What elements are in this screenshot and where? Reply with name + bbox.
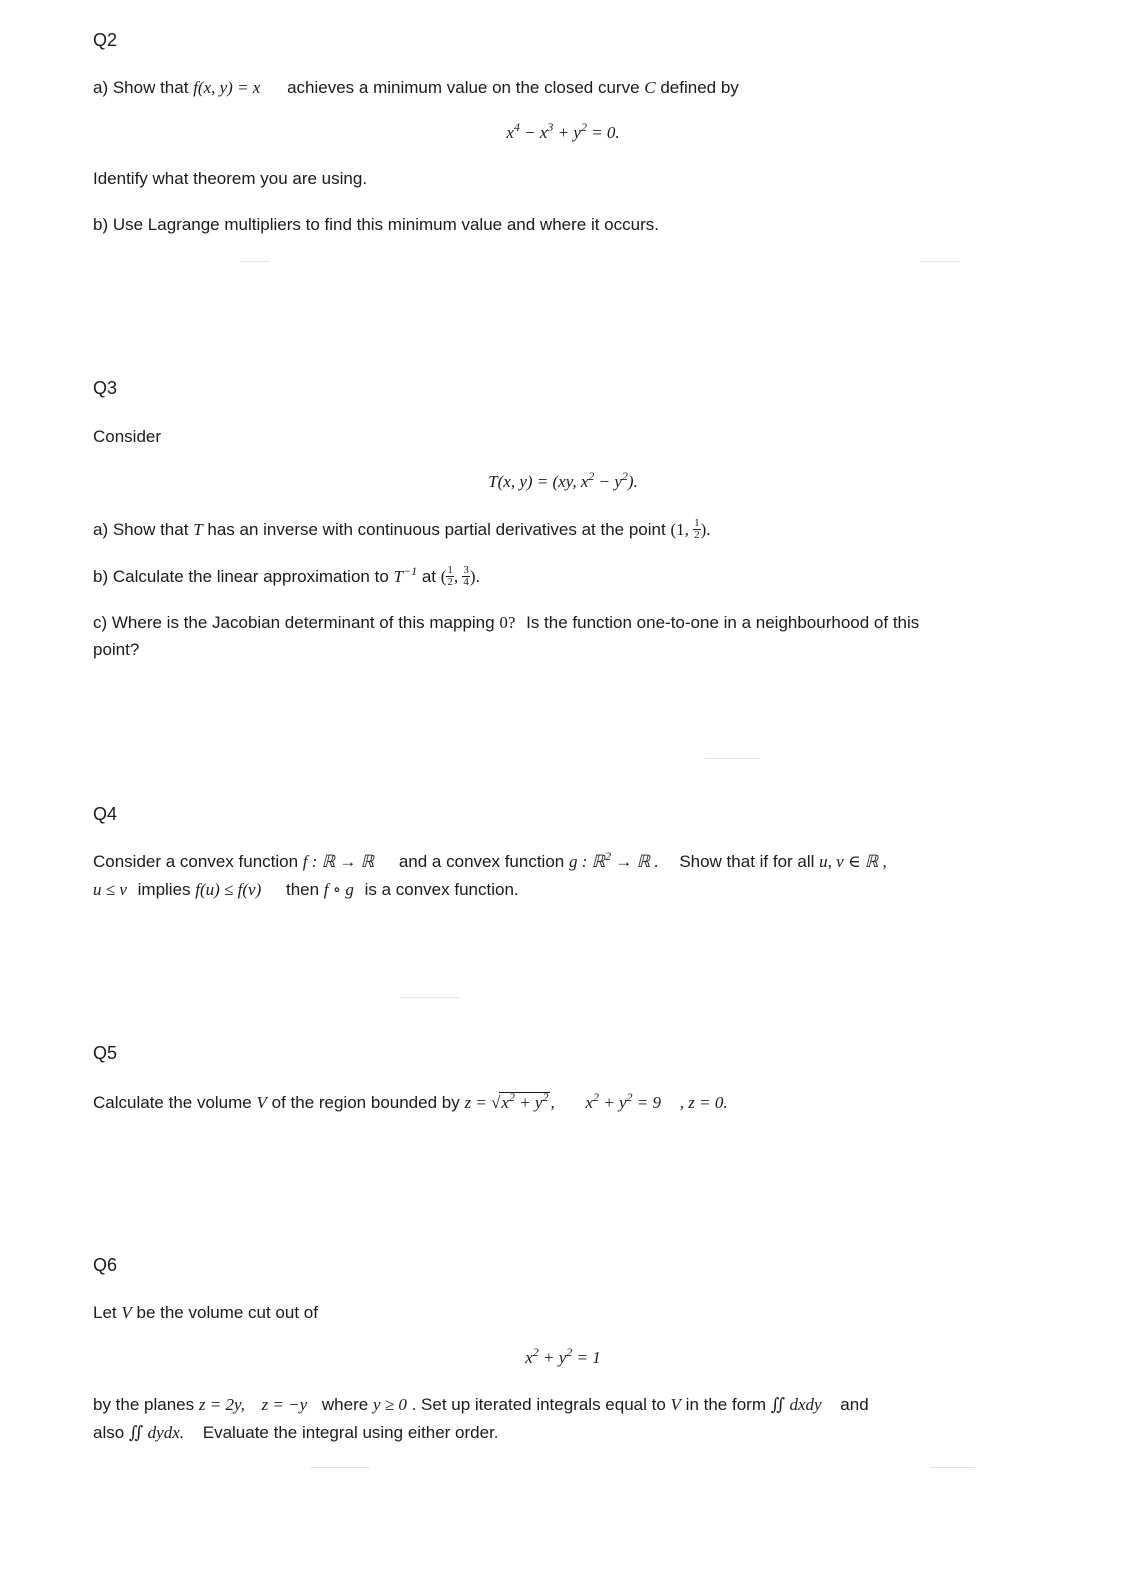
q3-consider: Consider — [93, 427, 162, 446]
q4-line2: u ≤ v implies f(u) ≤ f(v) then f ∘ g is a convex function. — [93, 880, 519, 899]
q6-heading: Q6 — [93, 1255, 118, 1275]
q5-line: Calculate the volume V of the region bounded by $z = √x^2 + y^2$ , $x^2 + y^2 = 9$ , z = 0. — [93, 1090, 728, 1112]
q4-heading: Q4 — [93, 804, 118, 824]
q3-b-line: b) Calculate the linear approximation to $T^{-1}$ at ( $\frac{1}{2}$ , $\frac{3}{4}$ ). — [93, 564, 480, 588]
q2-f-def: f(x, y) = x — [193, 78, 261, 97]
q3-c-line2: point? — [93, 640, 140, 659]
q2-curve: C — [644, 78, 656, 97]
q3-c-line1: c) Where is the Jacobian determinant of this mapping 0? Is the function one-to-one in a neighbourhood of this — [93, 613, 920, 632]
scan-mark — [400, 997, 460, 998]
q4-line1: Consider a convex function f : ℝ → ℝ and a convex function g : ℝ$^2$ → ℝ . Show that if for all u, v ∈ ℝ , — [93, 849, 887, 871]
q2-curve-equation: $x^4 - x^3 + y^2 = 0$. — [506, 120, 620, 142]
q3-a-line: a) Show that T has an inverse with continuous partial derivatives at the point (1, $\frac{1}{2}$ ). — [93, 517, 711, 541]
scan-mark — [930, 1467, 975, 1468]
q6-line2: also ∬ dydx. Evaluate the integral using either order. — [93, 1423, 499, 1442]
q2-a-mid: achieves a minimum value on the closed curve — [287, 78, 640, 97]
q5-cylinder: $x^2 + y^2 = 9$ — [585, 1090, 662, 1112]
q2-heading: Q2 — [93, 30, 118, 50]
q6-line1: by the planes z = 2y, z = −y where y ≥ 0 . Set up iterated integrals equal to V in the form ∬ dxdy and — [93, 1395, 869, 1414]
q6-cylinder-equation: $x^2 + y^2 = 1$ — [525, 1345, 601, 1367]
q5-heading: Q5 — [93, 1043, 118, 1063]
q3-heading: Q3 — [93, 378, 118, 398]
scan-mark — [705, 758, 760, 759]
q3-a-point: (1, $\frac{1}{2}$ ). — [670, 517, 711, 541]
q2-b: b) Use Lagrange multipliers to find this minimum value and where it occurs. — [93, 215, 659, 234]
q3-mapping-equation: T(x, y) = (xy, $x^2 - y^2$). — [488, 469, 638, 491]
q6-let-line: Let V be the volume cut out of — [93, 1303, 318, 1322]
q2-a-line — [93, 78, 739, 98]
scan-mark — [310, 1467, 370, 1468]
q5-cone: $z = √x^2 + y^2$ , — [464, 1090, 555, 1112]
scan-mark — [240, 261, 270, 262]
q2-a-suffix: defined by — [660, 78, 739, 97]
q2-a-prefix: a) Show that — [93, 78, 189, 97]
q3-b-point: ( $\frac{1}{2}$ , $\frac{3}{4}$ ). — [440, 564, 480, 588]
q2-identify: Identify what theorem you are using. — [93, 169, 368, 188]
scan-mark — [920, 261, 960, 262]
